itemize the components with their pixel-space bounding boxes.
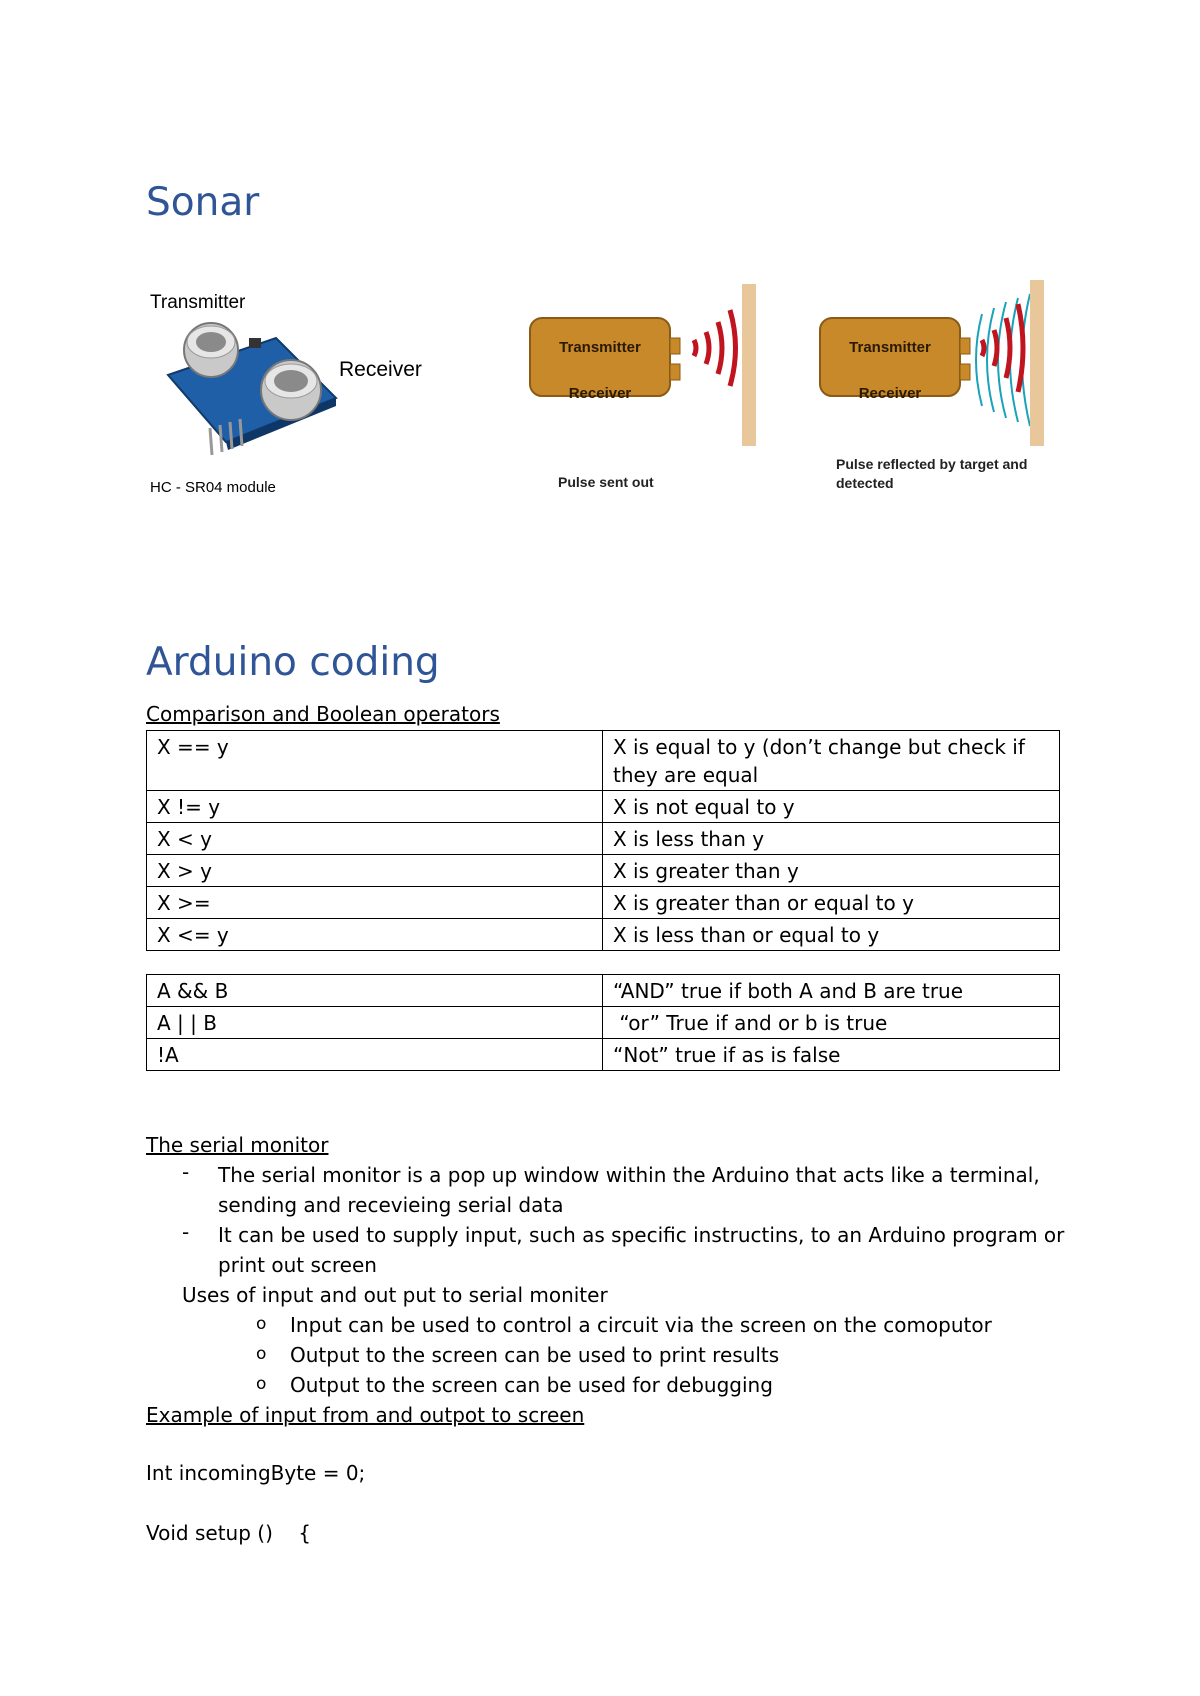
bullet-item: Input can be used to control a circuit via the screen on the comoputor bbox=[290, 1313, 992, 1337]
pulse-sent-panel bbox=[530, 284, 756, 490]
description-cell: X is less than y bbox=[603, 823, 1060, 855]
panel2-caption-line2: detected bbox=[836, 475, 894, 491]
operator-cell: !A bbox=[147, 1039, 603, 1071]
description-cell: “Not” true if as is false bbox=[603, 1039, 1060, 1071]
description-cell: X is not equal to y bbox=[603, 791, 1060, 823]
list-item-line: It can be used to supply input, such as specific instructins, to an Arduino program or bbox=[218, 1223, 1065, 1247]
panel2-caption-line1: Pulse reflected by target and bbox=[836, 456, 1028, 472]
receiver-label: Receiver bbox=[339, 358, 422, 381]
module-label: HC - SR04 module bbox=[150, 479, 276, 496]
dash-marker: - bbox=[182, 1220, 190, 1244]
sonar-figure bbox=[146, 280, 1066, 510]
panel2-receiver-text: Receiver bbox=[858, 385, 922, 402]
code-line: Int incomingByte = 0; bbox=[146, 1461, 366, 1485]
sonar-heading: Sonar bbox=[146, 180, 260, 225]
description-cell: “or” True if and or b is true bbox=[603, 1007, 1060, 1039]
panel1-receiver-text: Receiver bbox=[568, 385, 632, 402]
table-row bbox=[147, 791, 1060, 823]
transmitter-label: Transmitter bbox=[150, 292, 246, 313]
arduino-heading: Arduino coding bbox=[146, 640, 440, 685]
panel1-caption: Pulse sent out bbox=[558, 474, 654, 490]
sensor-board-image bbox=[168, 323, 336, 455]
sonar-diagram bbox=[146, 280, 1066, 510]
table-row bbox=[147, 731, 1060, 791]
bullet-item: Output to the screen can be used to print results bbox=[290, 1343, 780, 1367]
description-cell: X is greater than y bbox=[603, 855, 1060, 887]
panel1-transmitter-text: Transmitter bbox=[559, 339, 641, 356]
boolean-table bbox=[146, 974, 1060, 1071]
table-row bbox=[147, 855, 1060, 887]
list-item bbox=[218, 1220, 1064, 1280]
table-row bbox=[147, 919, 1060, 951]
bullet-marker: o bbox=[256, 1344, 267, 1364]
code-line: Void setup () { bbox=[146, 1521, 312, 1545]
operator-cell: X > y bbox=[147, 855, 603, 887]
description-cell: X is less than or equal to y bbox=[603, 919, 1060, 951]
list-item bbox=[218, 1160, 1040, 1220]
description-cell: X is greater than or equal to y bbox=[603, 887, 1060, 919]
pulse-reflected-panel bbox=[820, 280, 1044, 491]
bullet-marker: o bbox=[256, 1374, 267, 1394]
table-row bbox=[147, 1007, 1060, 1039]
operator-cell: X >= bbox=[147, 887, 603, 919]
bullet-marker: o bbox=[256, 1314, 267, 1334]
description-cell bbox=[603, 731, 1060, 791]
description-cell: “AND” true if both A and B are true bbox=[603, 975, 1060, 1007]
table-row bbox=[147, 1039, 1060, 1071]
serial-monitor-heading: The serial monitor bbox=[146, 1133, 329, 1157]
dash-marker: - bbox=[182, 1160, 190, 1184]
operator-cell: X != y bbox=[147, 791, 603, 823]
description-line: X is equal to y (don’t change but check if bbox=[613, 735, 1025, 759]
example-heading: Example of input from and outpot to screen bbox=[146, 1403, 585, 1427]
bullet-item: Output to the screen can be used for debugging bbox=[290, 1373, 773, 1397]
operator-cell: A && B bbox=[147, 975, 603, 1007]
target-wall-2 bbox=[1030, 280, 1044, 446]
list-item-line: The serial monitor is a pop up window within the Arduino that acts like a terminal, bbox=[218, 1163, 1040, 1187]
comparison-table bbox=[146, 730, 1060, 951]
table-row bbox=[147, 887, 1060, 919]
panel2-transmitter-text: Transmitter bbox=[849, 339, 931, 356]
uses-line: Uses of input and out put to serial moniter bbox=[182, 1283, 608, 1307]
operator-cell: A | | B bbox=[147, 1007, 603, 1039]
description-line: they are equal bbox=[613, 763, 759, 787]
operator-cell: X < y bbox=[147, 823, 603, 855]
operator-cell: X <= y bbox=[147, 919, 603, 951]
table-row bbox=[147, 823, 1060, 855]
target-wall-1 bbox=[742, 284, 756, 446]
table-row bbox=[147, 975, 1060, 1007]
list-item-line: sending and recevieing serial data bbox=[218, 1193, 564, 1217]
operator-cell: X == y bbox=[147, 731, 603, 791]
comparison-heading: Comparison and Boolean operators bbox=[146, 702, 500, 726]
list-item-line: print out screen bbox=[218, 1253, 377, 1277]
